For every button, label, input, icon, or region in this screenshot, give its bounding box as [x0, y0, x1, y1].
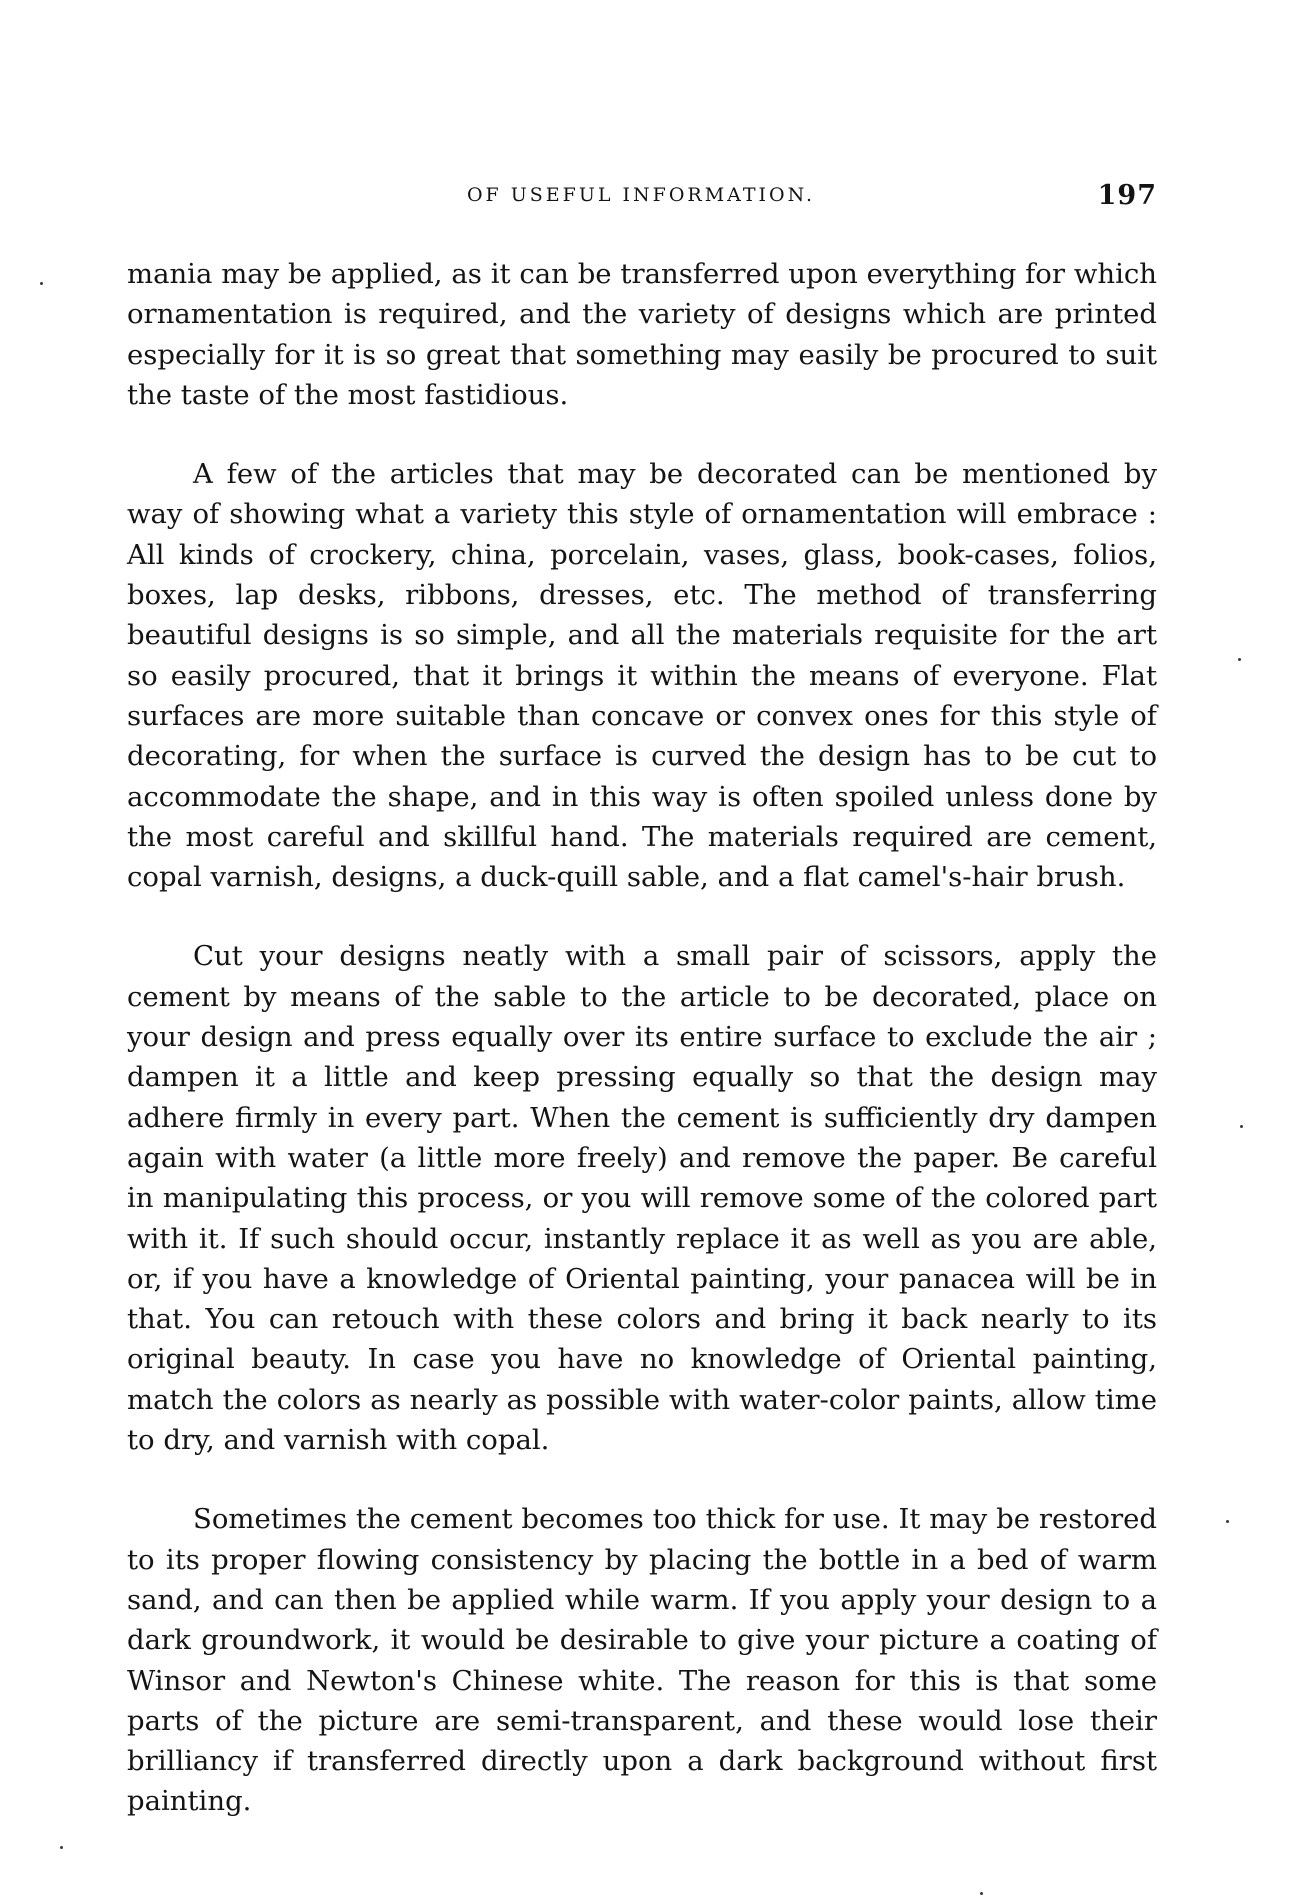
scan-speck — [40, 282, 43, 285]
paragraph-method: Cut your designs neatly with a small pair of scissors, apply the cement by means of the sable to the article to be decorated, place on your design and press equally over its entire surface to exclude the air ; dampen it a little and keep pressing equally so that the design may adhere firmly in every part. When the cement is sufficiently dry dampen again with water (a little more freely) and remove the paper. Be careful in manipulating this process, or you will remove some of the colored part with it. If such should occur, instantly replace it as well as you are able, or, if you have a knowledge of Oriental painting, your panacea will be in that. You can retouch with these colors and bring it back nearly to its original beauty. In case you have no knowledge of Oriental painting, match the colors as nearly as possible with water-color paints, allow time to dry, and varnish with copal. — [127, 940, 1157, 1457]
paragraph-articles: A few of the articles that may be decorated can be mentioned by way of showing what a variety this style of ornamentation will embrace : All kinds of crockery, china, porcelain, vases, glass, book-cases, folios, boxes, lap desks, ribbons, dresses, etc. The method of transferring beautiful designs is so simple, and all the materials requisite for the art so easily procured, that it brings it within the means of everyone. Flat surfaces are more suitable than concave or convex ones for this style of decorating, for when the surface is curved the design has to be cut to accommodate the shape, and in this way is often spoiled unless done by the most careful and skillful hand. The materials required are cement, copal varnish, designs, a duck-quill sable, and a flat camel's-hair brush. — [127, 458, 1157, 894]
page-header — [125, 180, 1157, 224]
scan-speck — [980, 1892, 983, 1895]
body-text — [127, 254, 1157, 1822]
running-head: OF USEFUL INFORMATION. — [466, 184, 816, 206]
scan-speck — [1238, 658, 1241, 661]
page-number: 197 — [1097, 180, 1157, 211]
scan-speck — [1240, 1125, 1243, 1128]
scan-speck — [1226, 1520, 1229, 1523]
paragraph-continuation: mania may be applied, as it can be transferred upon everything for which ornamentation is required, and the variety of designs which are printed especially for it is so great that something may easily be procured to suit the taste of the most fastidious. — [127, 258, 1157, 411]
paragraph-cement: Sometimes the cement becomes too thick for use. It may be restored to its proper flowing consistency by placing the bottle in a bed of warm sand, and can then be applied while warm. If you apply your design to a dark groundwork, it would be desirable to give your picture a coating of Winsor and Newton's Chinese white. The reason for this is that some parts of the picture are semi-transparent, and these would lose their brilliancy if transferred directly upon a dark background without first painting. — [127, 1503, 1157, 1818]
scan-speck — [60, 1846, 63, 1849]
